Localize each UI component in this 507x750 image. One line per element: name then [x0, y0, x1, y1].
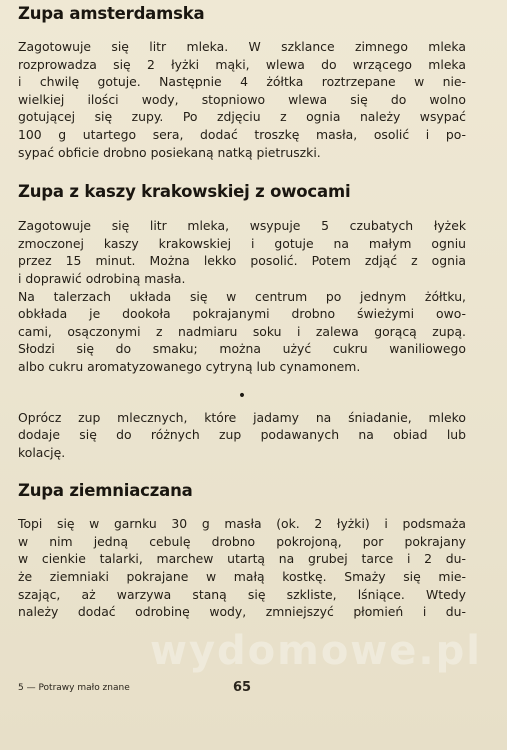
text-line: Zagotowuje się litr mleka, wsypuje 5 czubatych łyżek [18, 218, 466, 234]
footer-signature: 5 — Potrawy mało znane [18, 683, 130, 693]
text-line: rozprowadza się 2 łyżki mąki, wlewa do wrzącego mleka [18, 56, 466, 72]
text-line: należy dodać odrobinę wody, zmniejszyć płomień i du- [18, 604, 466, 620]
text-line: Na talerzach układa się w centrum po jednym żółtku, [18, 288, 466, 304]
text-line: wielkiej ilości wody, stopniowo wlewa się do wolno [18, 91, 466, 107]
page-content [18, 4, 466, 621]
recipe-body-zupa-amsterdamska [18, 38, 466, 161]
site-watermark: wydomowe.pl [150, 628, 482, 674]
text-line: kolację. [18, 444, 66, 460]
recipe-title-zupa-amsterdamska: Zupa amsterdamska [18, 4, 205, 23]
interlude-paragraph [18, 409, 466, 462]
text-line: Zagotowuje się litr mleka. W szklance zimnego mleka [18, 39, 466, 54]
text-line: przez 15 minut. Można lekko posolić. Potem zdjąć z ognia [18, 253, 466, 269]
text-line: Topi się w garnku 30 g masła (ok. 2 łyżki) i podsmaża [18, 516, 466, 532]
text-line: w nim jedną cebulę drobno pokrojoną, por pokrajany [18, 533, 466, 549]
text-line: zmoczonej kaszy krakowskiej i gotuje na małym ogniu [18, 235, 466, 251]
text-line: i doprawić odrobiną masła. [18, 270, 186, 286]
text-line: 100 g utartego sera, dodać troszkę masła, osolić i po- [18, 126, 466, 142]
recipe-body-zupa-ziemniaczana [18, 515, 466, 621]
text-line: cami, osączonymi z nadmiaru soku i zalewa gorącą zupą. [18, 323, 466, 339]
recipe-body-zupa-z-kaszy [18, 217, 466, 375]
text-line: gotującej się zupy. Po zdjęciu z ognia należy wsypać [18, 109, 466, 125]
text-line: dodaje się do różnych zup podawanych na obiad lub [18, 427, 466, 443]
section-separator-bullet: • [237, 387, 247, 404]
page-number: 65 [233, 680, 252, 695]
text-line: Oprócz zup mlecznych, które jadamy na śniadanie, mleko [18, 409, 466, 425]
text-line: albo cukru aromatyzowanego cytryną lub cynamonem. [18, 358, 361, 374]
text-line: i chwilę gotuje. Następnie 4 żółtka roztrzepane w nie- [18, 74, 466, 90]
text-line: że ziemniaki pokrajane w małą kostkę. Smaży się mie- [18, 569, 466, 585]
recipe-title-zupa-z-kaszy: Zupa z kaszy krakowskiej z owocami [18, 182, 351, 202]
recipe-title-zupa-ziemniaczana: Zupa ziemniaczana [18, 481, 193, 501]
text-line: w cienkie talarki, marchew utartą na grubej tarce i 2 du- [18, 551, 466, 567]
text-line: obkłada je dookoła pokrajanymi drobno świeżymi owo- [18, 306, 466, 322]
text-line: szając, aż warzywa staną się szkliste, lśniące. Wtedy [18, 586, 466, 602]
text-line: sypać obficie drobno posiekaną natką pietruszki. [18, 144, 321, 160]
text-line: Słodzi się do smaku; można użyć cukru waniliowego [18, 341, 466, 357]
